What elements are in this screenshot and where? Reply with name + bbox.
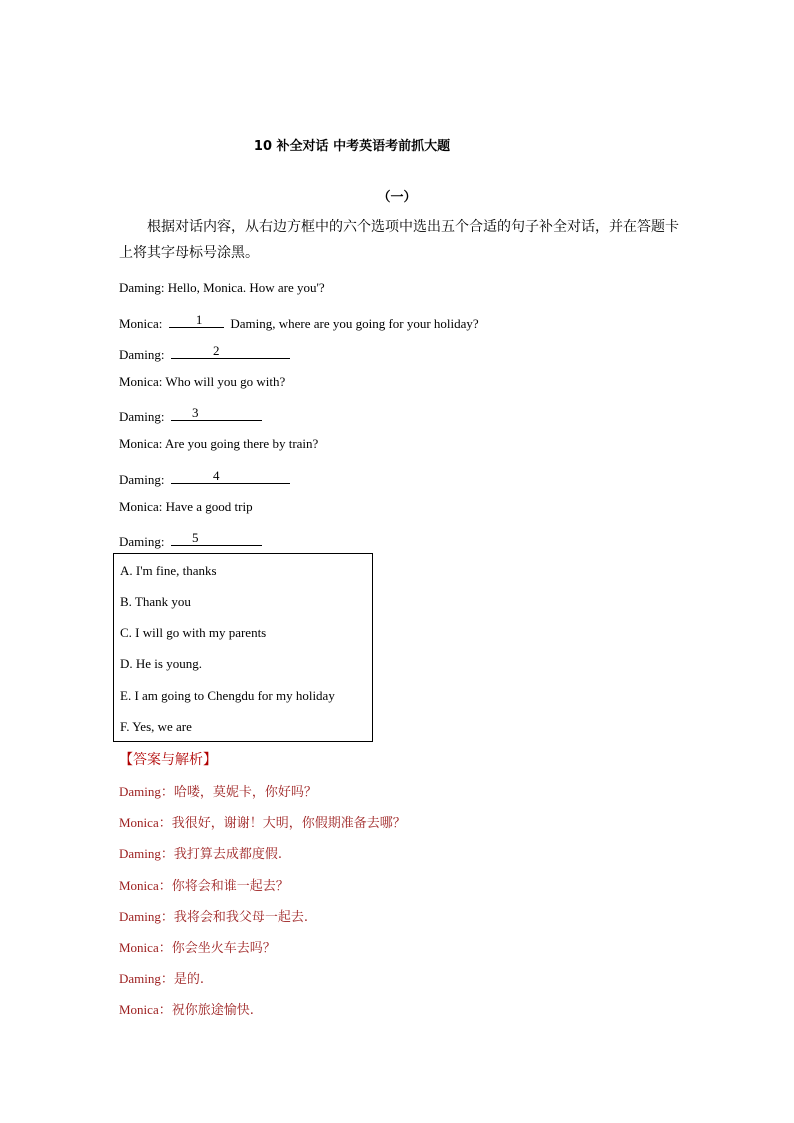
answer-blank-2[interactable]: 2 (171, 343, 290, 359)
speaker: Monica (119, 878, 159, 893)
speaker: Daming (119, 784, 161, 799)
dialogue-line-6 (119, 436, 318, 452)
line-text: Have a good trip (165, 499, 253, 514)
options-box (113, 553, 373, 742)
translation-text: ：祝你旅途愉快. (158, 1003, 254, 1018)
speaker: Daming: (119, 472, 165, 487)
translation-text: ：你将会和谁一起去？ (158, 879, 289, 894)
speaker: Daming (119, 909, 161, 924)
speaker: Monica: (119, 374, 163, 389)
line-text: Hello, Monica. How are you'? (167, 280, 325, 295)
translation-text: ：哈喽，莫妮卡，你好吗？ (160, 785, 317, 800)
answer-blank-5[interactable]: 5 (171, 530, 262, 546)
line-text: Who will you go with? (165, 374, 286, 389)
answer-blank-4[interactable]: 4 (171, 468, 290, 484)
translation-line-1 (119, 781, 317, 800)
translation-text: ：我打算去成都度假. (160, 847, 283, 862)
speaker: Monica (119, 815, 159, 830)
option-d[interactable]: D. He is young. (120, 656, 202, 671)
translation-line-3 (119, 843, 282, 862)
speaker: Monica: (119, 316, 163, 331)
line-text: Daming, where are you going for your holiday? (230, 316, 479, 331)
option-c[interactable]: C. I will go with my parents (120, 625, 267, 640)
speaker: Daming: (119, 280, 165, 295)
dialogue-line-4 (119, 374, 285, 390)
speaker: Daming (119, 971, 161, 986)
speaker: Monica: (119, 499, 163, 514)
line-text: Are you going there by train? (164, 436, 319, 451)
section-number: （一） (377, 190, 417, 205)
dialogue-line-5 (119, 405, 262, 425)
speaker: Monica (119, 940, 159, 955)
speaker: Daming (119, 846, 161, 861)
translation-text: ：我将会和我父母一起去. (160, 910, 309, 925)
speaker: Daming: (119, 347, 165, 362)
translation-line-5 (119, 906, 308, 925)
option-a[interactable]: A. I'm fine, thanks (120, 563, 217, 578)
answer-heading: 【答案与解析】 (119, 752, 217, 768)
option-e[interactable]: E. I am going to Chengdu for my holiday (120, 688, 335, 703)
document-title: 10 补全对话 中考英语考前抓大题 (253, 139, 451, 154)
translation-text: ：是的. (160, 972, 205, 987)
speaker: Daming: (119, 409, 165, 424)
translation-line-8 (119, 999, 254, 1018)
dialogue-line-1 (119, 280, 325, 296)
translation-text: ：我很好，谢谢！大明，你假期准备去哪？ (158, 816, 406, 831)
translation-line-2 (119, 812, 406, 831)
option-f[interactable]: F. Yes, we are (120, 719, 192, 734)
option-b[interactable]: B. Thank you (120, 594, 191, 609)
dialogue-line-3 (119, 343, 290, 363)
translation-line-6 (119, 937, 276, 956)
translation-line-7 (119, 968, 204, 987)
dialogue-line-2 (119, 312, 479, 332)
answer-blank-1[interactable]: 1 (169, 312, 224, 328)
speaker: Monica: (119, 436, 163, 451)
speaker: Monica (119, 1002, 159, 1017)
translation-text: ：你会坐火车去吗？ (158, 941, 276, 956)
translation-line-4 (119, 875, 289, 894)
instructions: 根据对话内容，从右边方框中的六个选项中选出五个合适的句子补全对话，并在答题卡上将其字母标号涂黑。 (119, 219, 679, 261)
answer-blank-3[interactable]: 3 (171, 405, 262, 421)
speaker: Daming: (119, 534, 165, 549)
dialogue-line-9 (119, 530, 262, 550)
dialogue-line-7 (119, 468, 290, 488)
dialogue-line-8 (119, 499, 253, 515)
